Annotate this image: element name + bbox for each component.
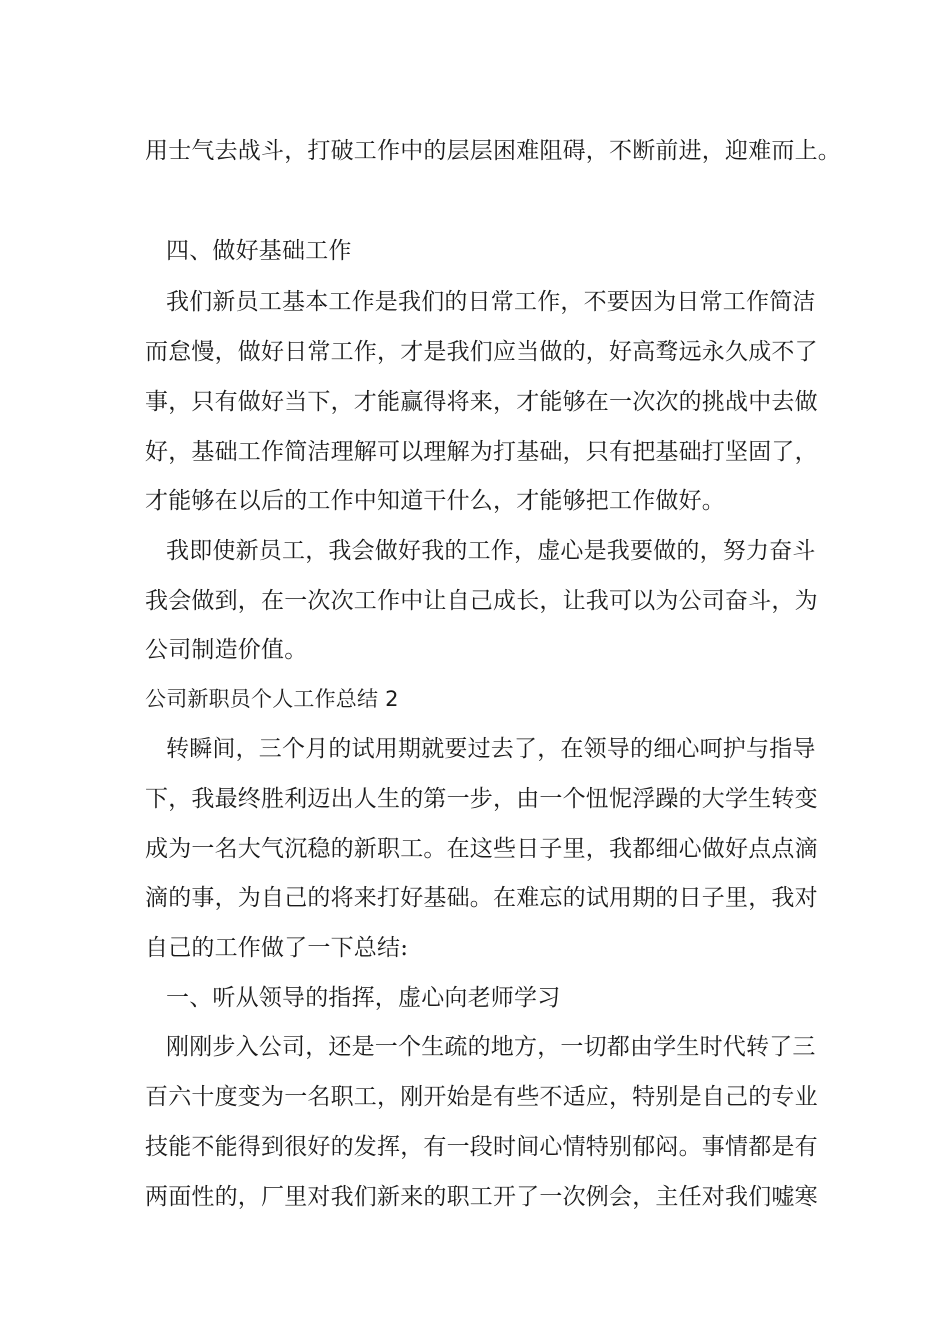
paragraph-line: 我即使新员工，我会做好我的工作，虚心是我要做的，努力奋斗 (166, 538, 816, 564)
paragraph-line: 事，只有做好当下，才能赢得将来，才能够在一次次的挑战中去做 (145, 389, 818, 415)
paragraph-line: 我会做到，在一次次工作中让自己成长，让我可以为公司奋斗，为 (145, 588, 818, 614)
paragraph-line: 刚刚步入公司，还是一个生疏的地方，一切都由学生时代转了三 (166, 1034, 816, 1060)
paragraph-line: 滴的事，为自己的将来打好基础。在难忘的试用期的日子里，我对 (145, 885, 818, 911)
paragraph-line: 转瞬间，三个月的试用期就要过去了，在领导的细心呵护与指导 (166, 736, 816, 762)
paragraph-line: 百六十度变为一名职工，刚开始是有些不适应，特别是自己的专业 (145, 1084, 818, 1110)
section-heading: 一、听从领导的指挥，虚心向老师学习 (166, 985, 561, 1011)
paragraph-line: 下，我最终胜利迈出人生的第一步，由一个忸怩浮躁的大学生转变 (145, 786, 818, 812)
paragraph-line: 自己的工作做了一下总结: (145, 935, 409, 961)
paragraph-line: 用士气去战斗，打破工作中的层层困难阻碍，不断前进，迎难而上。 (145, 138, 841, 164)
paragraph-line: 公司制造价值。 (145, 637, 308, 663)
section-heading: 四、做好基础工作 (166, 238, 352, 264)
paragraph-line: 两面性的，厂里对我们新来的职工开了一次例会，主任对我们嘘寒 (145, 1184, 818, 1210)
paragraph-line: 成为一名大气沉稳的新职工。在这些日子里，我都细心做好点点滴 (145, 836, 818, 862)
paragraph-line: 才能够在以后的工作中知道干什么，才能够把工作做好。 (145, 488, 725, 514)
paragraph-line: 好，基础工作简洁理解可以理解为打基础，只有把基础打坚固了， (145, 439, 818, 465)
paragraph-line: 技能不能得到很好的发挥，有一段时间心情特别郁闷。事情都是有 (145, 1134, 818, 1160)
paragraph-line: 而怠慢，做好日常工作，才是我们应当做的，好高骛远永久成不了 (145, 339, 818, 365)
document-title: 公司新职员个人工作总结 2 (145, 687, 399, 711)
paragraph-line: 我们新员工基本工作是我们的日常工作，不要因为日常工作简洁 (166, 289, 816, 315)
